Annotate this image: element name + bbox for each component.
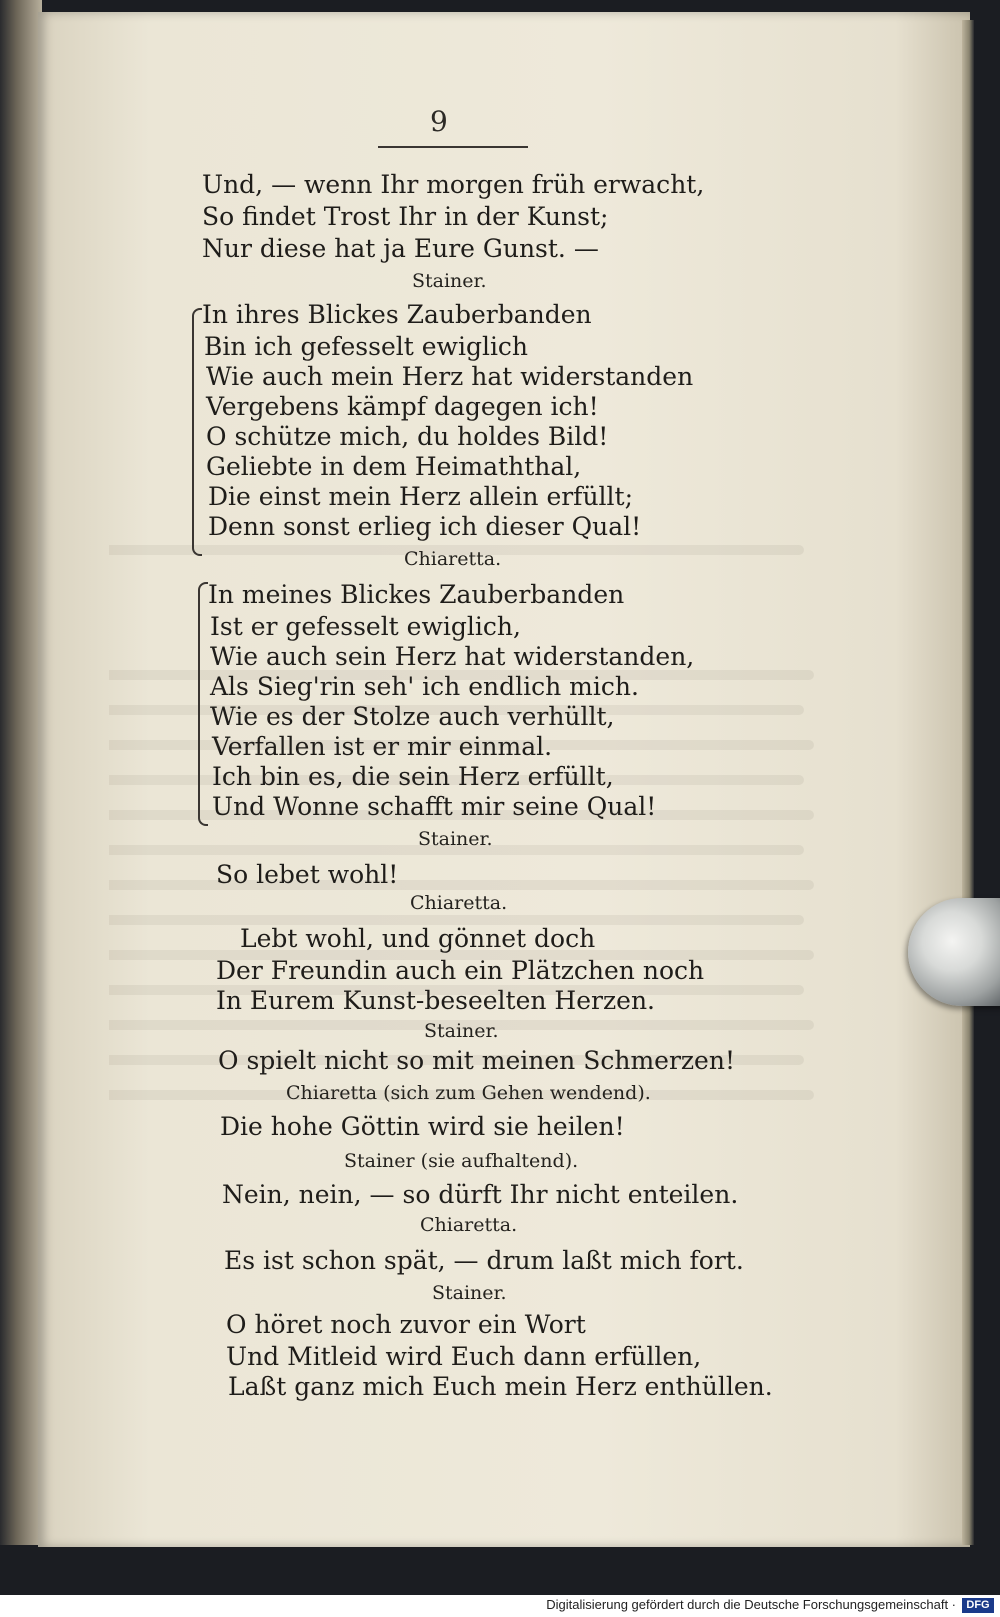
stainer-verse-bracket <box>192 308 202 556</box>
verse-line: So lebet wohl! <box>216 860 399 889</box>
verse-line: Ich bin es, die sein Herz erfüllt, <box>212 762 614 791</box>
verse-line: Und Mitleid wird Euch dann erfüllen, <box>226 1342 702 1371</box>
verse-line: In ihres Blickes Zauberbanden <box>202 300 592 329</box>
verse-line: Nein, nein, — so dürft Ihr nicht enteilen. <box>222 1180 739 1209</box>
verse-line: Wie auch sein Herz hat widerstanden, <box>210 642 695 671</box>
speaker-label: Stainer. <box>418 828 493 850</box>
speaker-label: Chiaretta. <box>410 892 508 914</box>
verse-line: Vergebens kämpf dagegen ich! <box>206 392 599 421</box>
verse-line: Nur diese hat ja Eure Gunst. — <box>202 234 599 263</box>
verse-line: Geliebte in dem Heimaththal, <box>206 452 582 481</box>
verse-line: Wie es der Stolze auch verhüllt, <box>210 702 615 731</box>
speaker-label: Stainer. <box>412 270 487 292</box>
verse-line: Lebt wohl, und gönnet doch <box>240 924 596 953</box>
verse-line: Die hohe Göttin wird sie heilen! <box>220 1112 625 1141</box>
verse-line: Als Sieg'rin seh' ich endlich mich. <box>210 672 639 701</box>
verse-line: Verfallen ist er mir einmal. <box>212 732 553 761</box>
speaker-label: Stainer. <box>432 1282 507 1304</box>
previous-page-edge <box>0 0 42 1545</box>
verse-line: O höret noch zuvor ein Wort <box>226 1310 586 1339</box>
speaker-label: Chiaretta. <box>420 1214 518 1236</box>
page-number: 9 <box>430 105 448 138</box>
speaker-label: Chiaretta (sich zum Gehen wendend). <box>286 1082 651 1104</box>
verse-line: Es ist schon spät, — drum laßt mich fort. <box>224 1246 744 1275</box>
digitization-footer <box>0 1595 1000 1617</box>
verse-line: In Eurem Kunst-beseelten Herzen. <box>216 986 655 1015</box>
footer-credit: Digitalisierung gefördert durch die Deutsche Forschungsgemeinschaft · <box>546 1597 956 1612</box>
page-stack-edge <box>962 20 974 1545</box>
dfg-logo: DFG <box>962 1598 994 1613</box>
speaker-label: Chiaretta. <box>404 548 502 570</box>
verse-line: Ist er gefesselt ewiglich, <box>210 612 521 641</box>
verse-line: Und Wonne schafft mir seine Qual! <box>212 792 657 821</box>
verse-line: In meines Blickes Zauberbanden <box>208 580 625 609</box>
chiaretta-verse-bracket <box>198 582 208 826</box>
verse-line: Wie auch mein Herz hat widerstanden <box>206 362 694 391</box>
header-rule <box>378 146 528 148</box>
verse-line: O spielt nicht so mit meinen Schmerzen! <box>218 1046 736 1075</box>
verse-line: Die einst mein Herz allein erfüllt; <box>208 482 633 511</box>
speaker-label: Stainer. <box>424 1020 499 1042</box>
verse-line: Denn sonst erlieg ich dieser Qual! <box>208 512 642 541</box>
verse-line: Und, — wenn Ihr morgen früh erwacht, <box>202 170 705 199</box>
verse-line: O schütze mich, du holdes Bild! <box>206 422 609 451</box>
verse-line: Bin ich gefesselt ewiglich <box>204 332 529 361</box>
verse-line: Der Freundin auch ein Plätzchen noch <box>216 956 705 985</box>
speaker-label: Stainer (sie aufhaltend). <box>344 1150 579 1172</box>
verse-line: Laßt ganz mich Euch mein Herz enthüllen. <box>228 1372 773 1401</box>
verse-line: So findet Trost Ihr in der Kunst; <box>202 202 609 231</box>
